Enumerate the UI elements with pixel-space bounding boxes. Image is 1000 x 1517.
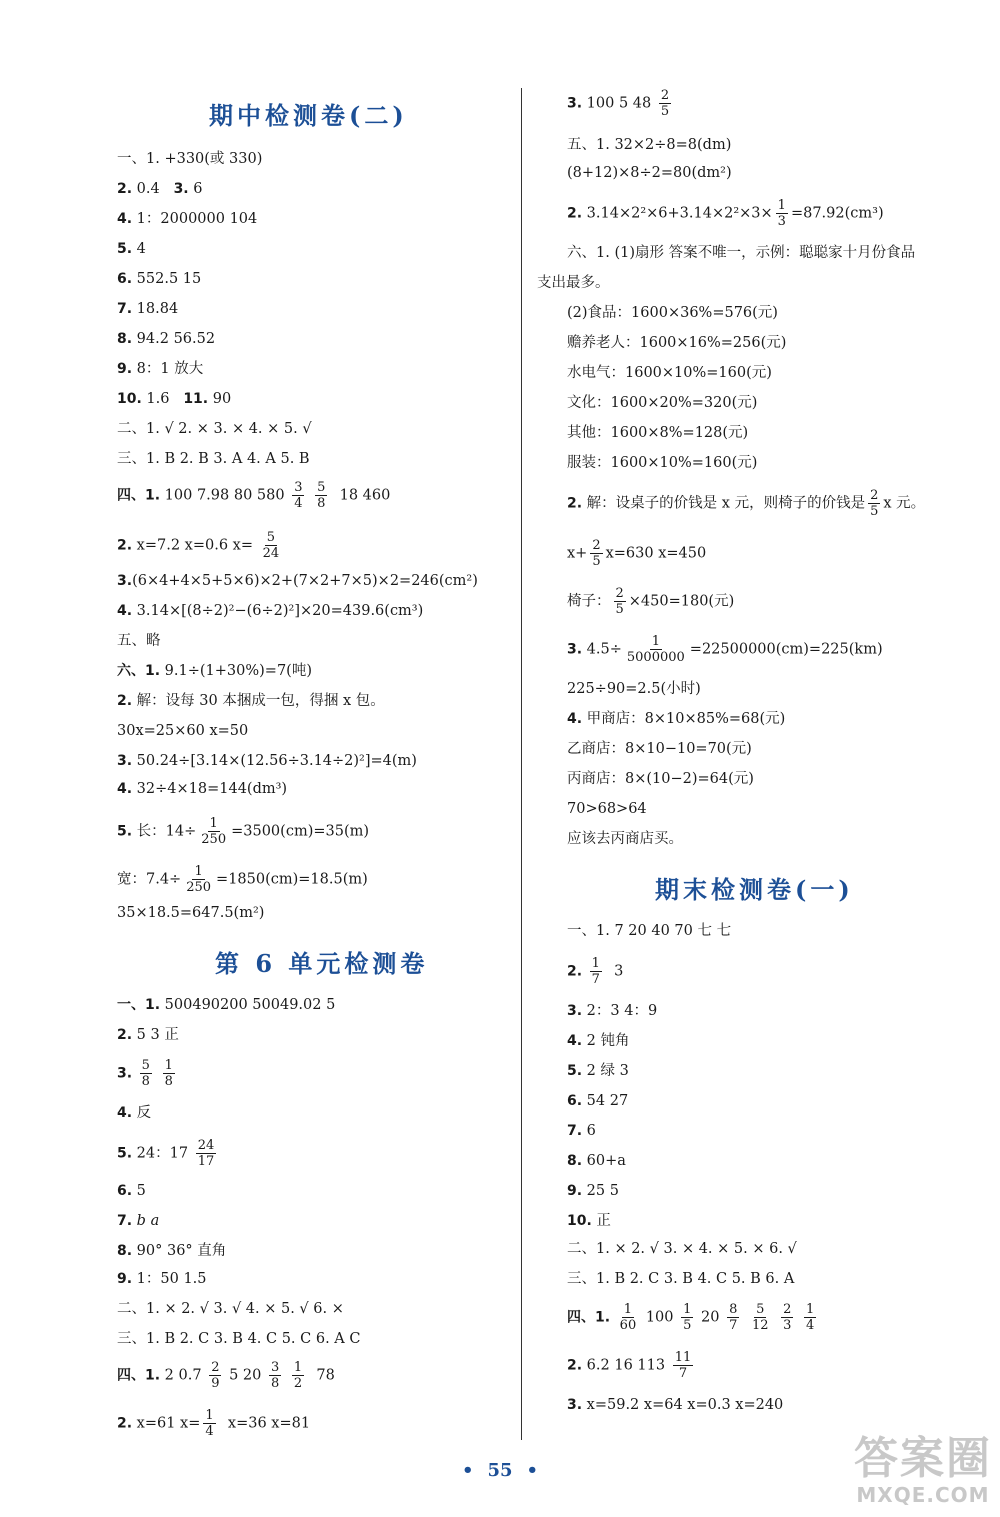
answer-text: 90° 36° 直角 — [136, 1243, 227, 1259]
fraction: $\frac{5}{8}$ — [141, 1058, 150, 1089]
answer-text: 3.14×2²×6+3.14×2²×3× — [586, 205, 773, 222]
answer-line: 四、1. $\frac{1}{60}$ 100 $\frac{1}{5}$ 20 $\frac{8}{7}$ $\frac{5}{12}$ $\frac{2}{3}$ $\frac{1}{4}$ — [567, 1302, 815, 1333]
answer-text: 78 — [316, 1367, 335, 1384]
answer-text: 5 — [136, 1183, 146, 1199]
answer-line: 服装：1600×10%=160(元) — [567, 455, 758, 471]
answer-line: 3. 4.5÷ $\frac{1}{5000000}$ =22500000(cm)=225(km) — [567, 634, 883, 665]
answer-text: 1：50 1.5 — [136, 1271, 207, 1287]
answer-line: 7. 18.84 — [117, 301, 179, 317]
answer-line: 水电气：1600×10%=160(元) — [567, 365, 772, 381]
answer-line: 35×18.5=647.5(m²) — [117, 905, 265, 921]
answer-text: x=7.2 x=0.6 x= — [136, 537, 253, 554]
answer-text: 100 7.98 80 580 — [164, 487, 285, 504]
answer-text: 4.5÷ — [586, 641, 622, 658]
answer-line: 8. 94.2 56.52 — [117, 331, 216, 347]
fraction: $\frac{1}{2}$ — [293, 1360, 303, 1391]
answer-text: =3500(cm)=35(m) — [231, 823, 370, 840]
watermark-logo — [854, 1435, 992, 1507]
answer-line — [117, 180, 202, 198]
answer-line: 4. 甲商店：8×10×85%=68(元) — [567, 711, 786, 727]
answer-line: 9. 25 5 — [567, 1183, 619, 1199]
answer-line: 四、1. 100 7.98 80 580 $\frac{3}{4}$ $\frac{5}{8}$ 18 460 — [117, 480, 391, 511]
answer-text: 正 — [596, 1213, 611, 1229]
answer-line: 4. 1：2000000 104 — [117, 211, 258, 227]
choice-answers: 三、1. B 2. C 3. B 4. C 5. C 6. A C — [117, 1331, 361, 1347]
answer-line: 五、1. 32×2÷8=8(dm) — [567, 137, 732, 153]
answer-text: x=59.2 x=64 x=0.3 x=240 — [586, 1397, 784, 1413]
answer-line: 六、1. (1)扇形 答案不唯一，示例：聪聪家十月份食品 — [567, 245, 916, 261]
answer-line — [567, 538, 706, 569]
answer-text: 5 20 — [229, 1367, 262, 1384]
answer-line: 4. 32÷4×18=144(dm³) — [117, 781, 288, 797]
answer-line: (2)食品：1600×36%=576(元) — [567, 305, 778, 321]
answer-line: 一、1. 500490200 50049.02 5 — [117, 997, 336, 1013]
answer-text: 9.1÷(1+30%)=7(吨) — [164, 663, 312, 679]
answer-line: 3.(6×4+4×5+5×6)×2+(7×2+7×5)×2=246(cm²) — [117, 573, 478, 589]
answer-text: 4 — [136, 241, 146, 257]
fraction: $\frac{1}{8}$ — [164, 1058, 173, 1089]
answer-line: 丙商店：8×(10−2)=64(元) — [567, 771, 754, 787]
answer-text: =22500000(cm)=225(km) — [689, 641, 883, 658]
answer-line — [567, 586, 734, 617]
answer-line: 六、1. 9.1÷(1+30%)=7(吨) — [117, 663, 312, 679]
answer-line: 2. x=61 x= $\frac{1}{4}$ x=36 x=81 — [117, 1408, 311, 1439]
watermark-url: MXQE.COM — [856, 1483, 990, 1507]
answer-text: 3 — [614, 963, 624, 980]
answer-line: 5. 2 绿 3 — [567, 1063, 629, 1079]
answer-text: x=36 x=81 — [227, 1415, 311, 1432]
bullet-icon: • — [526, 1460, 539, 1481]
fraction: $\frac{8}{7}$ — [729, 1302, 738, 1333]
answer-line: 五、略 — [117, 633, 161, 649]
page-number — [0, 1460, 1000, 1481]
judgement-answers: 二、1. √ 2. × 3. × 4. × 5. √ — [117, 421, 312, 437]
section-heading-unit-6: 第 6 单元检测卷 — [215, 949, 429, 978]
answer-text: 54 27 — [586, 1093, 629, 1109]
answer-line: 2. x=7.2 x=0.6 x= $\frac{5}{24}$ — [117, 530, 280, 561]
answer-text: 18 460 — [339, 487, 391, 504]
answer-line: 9. 8：1 放大 — [117, 361, 204, 377]
section-heading-midterm-2: 期中检测卷(二) — [209, 101, 408, 130]
fraction: $\frac{5}{24}$ — [262, 530, 280, 561]
answer-line: 225÷90=2.5(小时) — [567, 681, 701, 697]
answer-text: 解：设桌子的价钱是 x 元，则椅子的价钱是 — [586, 495, 866, 512]
answer-text: 18.84 — [136, 301, 179, 317]
answer-line: 2. 解：设桌子的价钱是 x 元，则椅子的价钱是 $\frac{2}{5}$ x 元。 — [567, 488, 926, 519]
answer-line: 支出最多。 — [537, 275, 610, 291]
fraction: $\frac{2}{5}$ — [592, 538, 601, 569]
answer-text: 60+a — [586, 1153, 626, 1169]
fraction: $\frac{2}{5}$ — [660, 88, 670, 119]
fraction: $\frac{1}{3}$ — [777, 198, 786, 229]
answer-line: 四、1. 2 0.7 $\frac{2}{9}$ 5 20 $\frac{3}{8}$ $\frac{1}{2}$ 78 — [117, 1360, 335, 1391]
answer-text: 552.5 15 — [136, 271, 202, 287]
fraction: $\frac{3}{4}$ — [294, 480, 303, 511]
fraction: $\frac{2}{5}$ — [870, 488, 879, 519]
answer-line: 6. 54 27 — [567, 1093, 629, 1109]
answer-line: 2. 5 3 正 — [117, 1027, 179, 1043]
fraction: $\frac{1}{7}$ — [591, 956, 600, 987]
answer-line: 2. $\frac{1}{7}$ 3 — [567, 956, 624, 987]
answer-text: b a — [136, 1213, 160, 1229]
answer-line: 乙商店：8×10−10=70(元) — [567, 741, 752, 757]
answer-text: 94.2 56.52 — [136, 331, 216, 347]
answer-line — [117, 864, 368, 895]
answer-line: 3. 2：3 4：9 — [567, 1003, 658, 1019]
answer-text: 25 5 — [586, 1183, 619, 1199]
answer-line: 7. 6 — [567, 1123, 596, 1139]
fraction: $\frac{1}{250}$ — [201, 816, 227, 847]
judgement-answers: 二、1. × 2. √ 3. × 4. × 5. × 6. √ — [567, 1241, 797, 1257]
answer-line: 应该去丙商店买。 — [567, 831, 683, 847]
answer-line: 30x=25×60 x=50 — [117, 723, 249, 739]
fraction: $\frac{1}{250}$ — [186, 864, 212, 895]
answer-text: x=61 x= — [136, 1415, 201, 1432]
answer-line: 3. x=59.2 x=64 x=0.3 x=240 — [567, 1397, 784, 1413]
answer-text: 1.6 — [146, 391, 170, 407]
answer-line: (8+12)×8÷2=80(dm²) — [567, 165, 732, 181]
answer-line: 5. 24：17 $\frac{24}{17}$ — [117, 1138, 215, 1169]
answer-text: 甲商店：8×10×85%=68(元) — [586, 711, 786, 727]
answer-text: 3.14×[(8÷2)²−(6÷2)²]×20=439.6(cm³) — [136, 603, 424, 619]
choice-answers: 三、1. B 2. C 3. B 4. C 5. B 6. A — [567, 1271, 795, 1287]
section-heading-final-1: 期末检测卷(一) — [655, 875, 854, 904]
answer-text: 2 0.7 — [164, 1367, 202, 1384]
answer-text: 100 — [645, 1309, 674, 1326]
fraction: $\frac{2}{5}$ — [615, 586, 624, 617]
fraction: $\frac{1}{60}$ — [619, 1302, 637, 1333]
choice-answers: 三、1. B 2. B 3. A 4. A 5. B — [117, 451, 310, 467]
answer-line: 8. 60+a — [567, 1153, 626, 1169]
answer-line: 8. 90° 36° 直角 — [117, 1243, 227, 1259]
answer-text: =87.92(cm³) — [790, 205, 884, 222]
answer-text: 90 — [212, 391, 232, 407]
answer-line: 2. 解：设每 30 本捆成一包，得捆 x 包。 — [117, 693, 385, 709]
answer-line: 10. 1.6 11. 90 — [117, 391, 232, 407]
answer-text: 6 — [193, 181, 203, 197]
answer-line: 2. 3.14×2²×6+3.14×2²×3× $\frac{1}{3}$ =87.92(cm³) — [567, 198, 884, 229]
judgement-answers: 二、1. × 2. √ 3. √ 4. × 5. √ 6. × — [117, 1301, 344, 1317]
answer-line: 9. 1：50 1.5 — [117, 1271, 207, 1287]
answer-line: 一、1. +330(或 330) — [117, 151, 263, 167]
answer-text: ×450=180(元) — [628, 593, 735, 610]
answer-line: 70>68>64 — [567, 801, 647, 817]
answer-line: 其他：1600×8%=128(元) — [567, 425, 749, 441]
answer-text: x+ — [567, 545, 588, 562]
answer-text: 500490200 50049.02 5 — [164, 997, 336, 1013]
q-num: 2. — [117, 181, 133, 197]
answer-text: 100 5 48 — [586, 95, 652, 112]
fraction: $\frac{3}{8}$ — [270, 1360, 280, 1391]
answer-text: 6.2 16 113 — [586, 1357, 666, 1374]
fraction: $\frac{1}{5000000}$ — [626, 634, 685, 665]
answer-text: 长：14÷ — [136, 823, 197, 840]
answer-line: 4. 2 钝角 — [567, 1033, 630, 1049]
answer-text: 2 钝角 — [586, 1033, 630, 1049]
answer-text: 2：3 4：9 — [586, 1003, 658, 1019]
q-num: 3. — [173, 181, 189, 197]
fraction: $\frac{1}{4}$ — [806, 1302, 815, 1333]
answer-text: 6 — [586, 1123, 596, 1139]
answer-line: 4. 反 — [117, 1105, 152, 1121]
bullet-icon: • — [461, 1460, 474, 1481]
watermark-text: 答案圈 — [854, 1433, 992, 1484]
page-number-text: 55 — [487, 1460, 513, 1481]
answer-text: 解：设每 30 本捆成一包，得捆 x 包。 — [136, 693, 385, 709]
fraction: $\frac{2}{9}$ — [211, 1360, 220, 1391]
answer-line: 6. 5 — [117, 1183, 146, 1199]
answer-line: 5. 4 — [117, 241, 146, 257]
answer-line: 6. 552.5 15 — [117, 271, 202, 287]
answer-line: 赡养老人：1600×16%=256(元) — [567, 335, 787, 351]
fraction: $\frac{2}{3}$ — [783, 1302, 792, 1333]
answer-text: 8：1 放大 — [136, 361, 204, 377]
answer-text: 24：17 — [136, 1145, 189, 1162]
answer-line: 文化：1600×20%=320(元) — [567, 395, 758, 411]
answer-text: (6×4+4×5+5×6)×2+(7×2+7×5)×2=246(cm²) — [132, 573, 478, 589]
answer-text: 32÷4×18=144(dm³) — [136, 781, 288, 797]
answer-text: 20 — [701, 1309, 720, 1326]
fraction: $\frac{1}{5}$ — [683, 1302, 692, 1333]
fraction: $\frac{24}{17}$ — [197, 1138, 215, 1169]
answer-text: 反 — [136, 1105, 152, 1121]
fraction: $\frac{11}{7}$ — [674, 1350, 692, 1381]
answer-line: 3. 50.24÷[3.14×(12.56÷3.14÷2)²]=4(m) — [117, 753, 417, 769]
answer-text: 2 绿 3 — [586, 1063, 629, 1079]
answer-text: =1850(cm)=18.5(m) — [216, 871, 368, 888]
fraction: $\frac{5}{12}$ — [751, 1302, 769, 1333]
answer-line: 4. 3.14×[(8÷2)²−(6÷2)²]×20=439.6(cm³) — [117, 603, 424, 619]
answer-text: 1：2000000 104 — [136, 211, 258, 227]
answer-text: x 元。 — [883, 495, 926, 512]
answer-line: 5. 长：14÷ $\frac{1}{250}$ =3500(cm)=35(m) — [117, 816, 370, 847]
answer-text: 0.4 — [136, 181, 160, 197]
answer-line: 10. 正 — [567, 1213, 611, 1229]
answer-line: 2. 6.2 16 113 $\frac{11}{7}$ — [567, 1350, 692, 1381]
answer-line: 一、1. 7 20 40 70 七 七 — [567, 923, 732, 939]
answer-line: 7. b a — [117, 1213, 160, 1229]
answer-text: 椅子： — [567, 593, 611, 610]
answer-text: 50.24÷[3.14×(12.56÷3.14÷2)²]=4(m) — [136, 753, 417, 769]
answer-line: 3. $\frac{5}{8}$ $\frac{1}{8}$ — [117, 1058, 173, 1089]
answer-text: 5 3 正 — [136, 1027, 179, 1043]
answer-text: 宽：7.4÷ — [117, 871, 182, 888]
fraction: $\frac{5}{8}$ — [317, 480, 326, 511]
fraction: $\frac{1}{4}$ — [205, 1408, 214, 1439]
answer-text: x=630 x=450 — [605, 545, 707, 562]
column-divider — [521, 88, 522, 1440]
answer-line: 3. 100 5 48 $\frac{2}{5}$ — [567, 88, 670, 119]
